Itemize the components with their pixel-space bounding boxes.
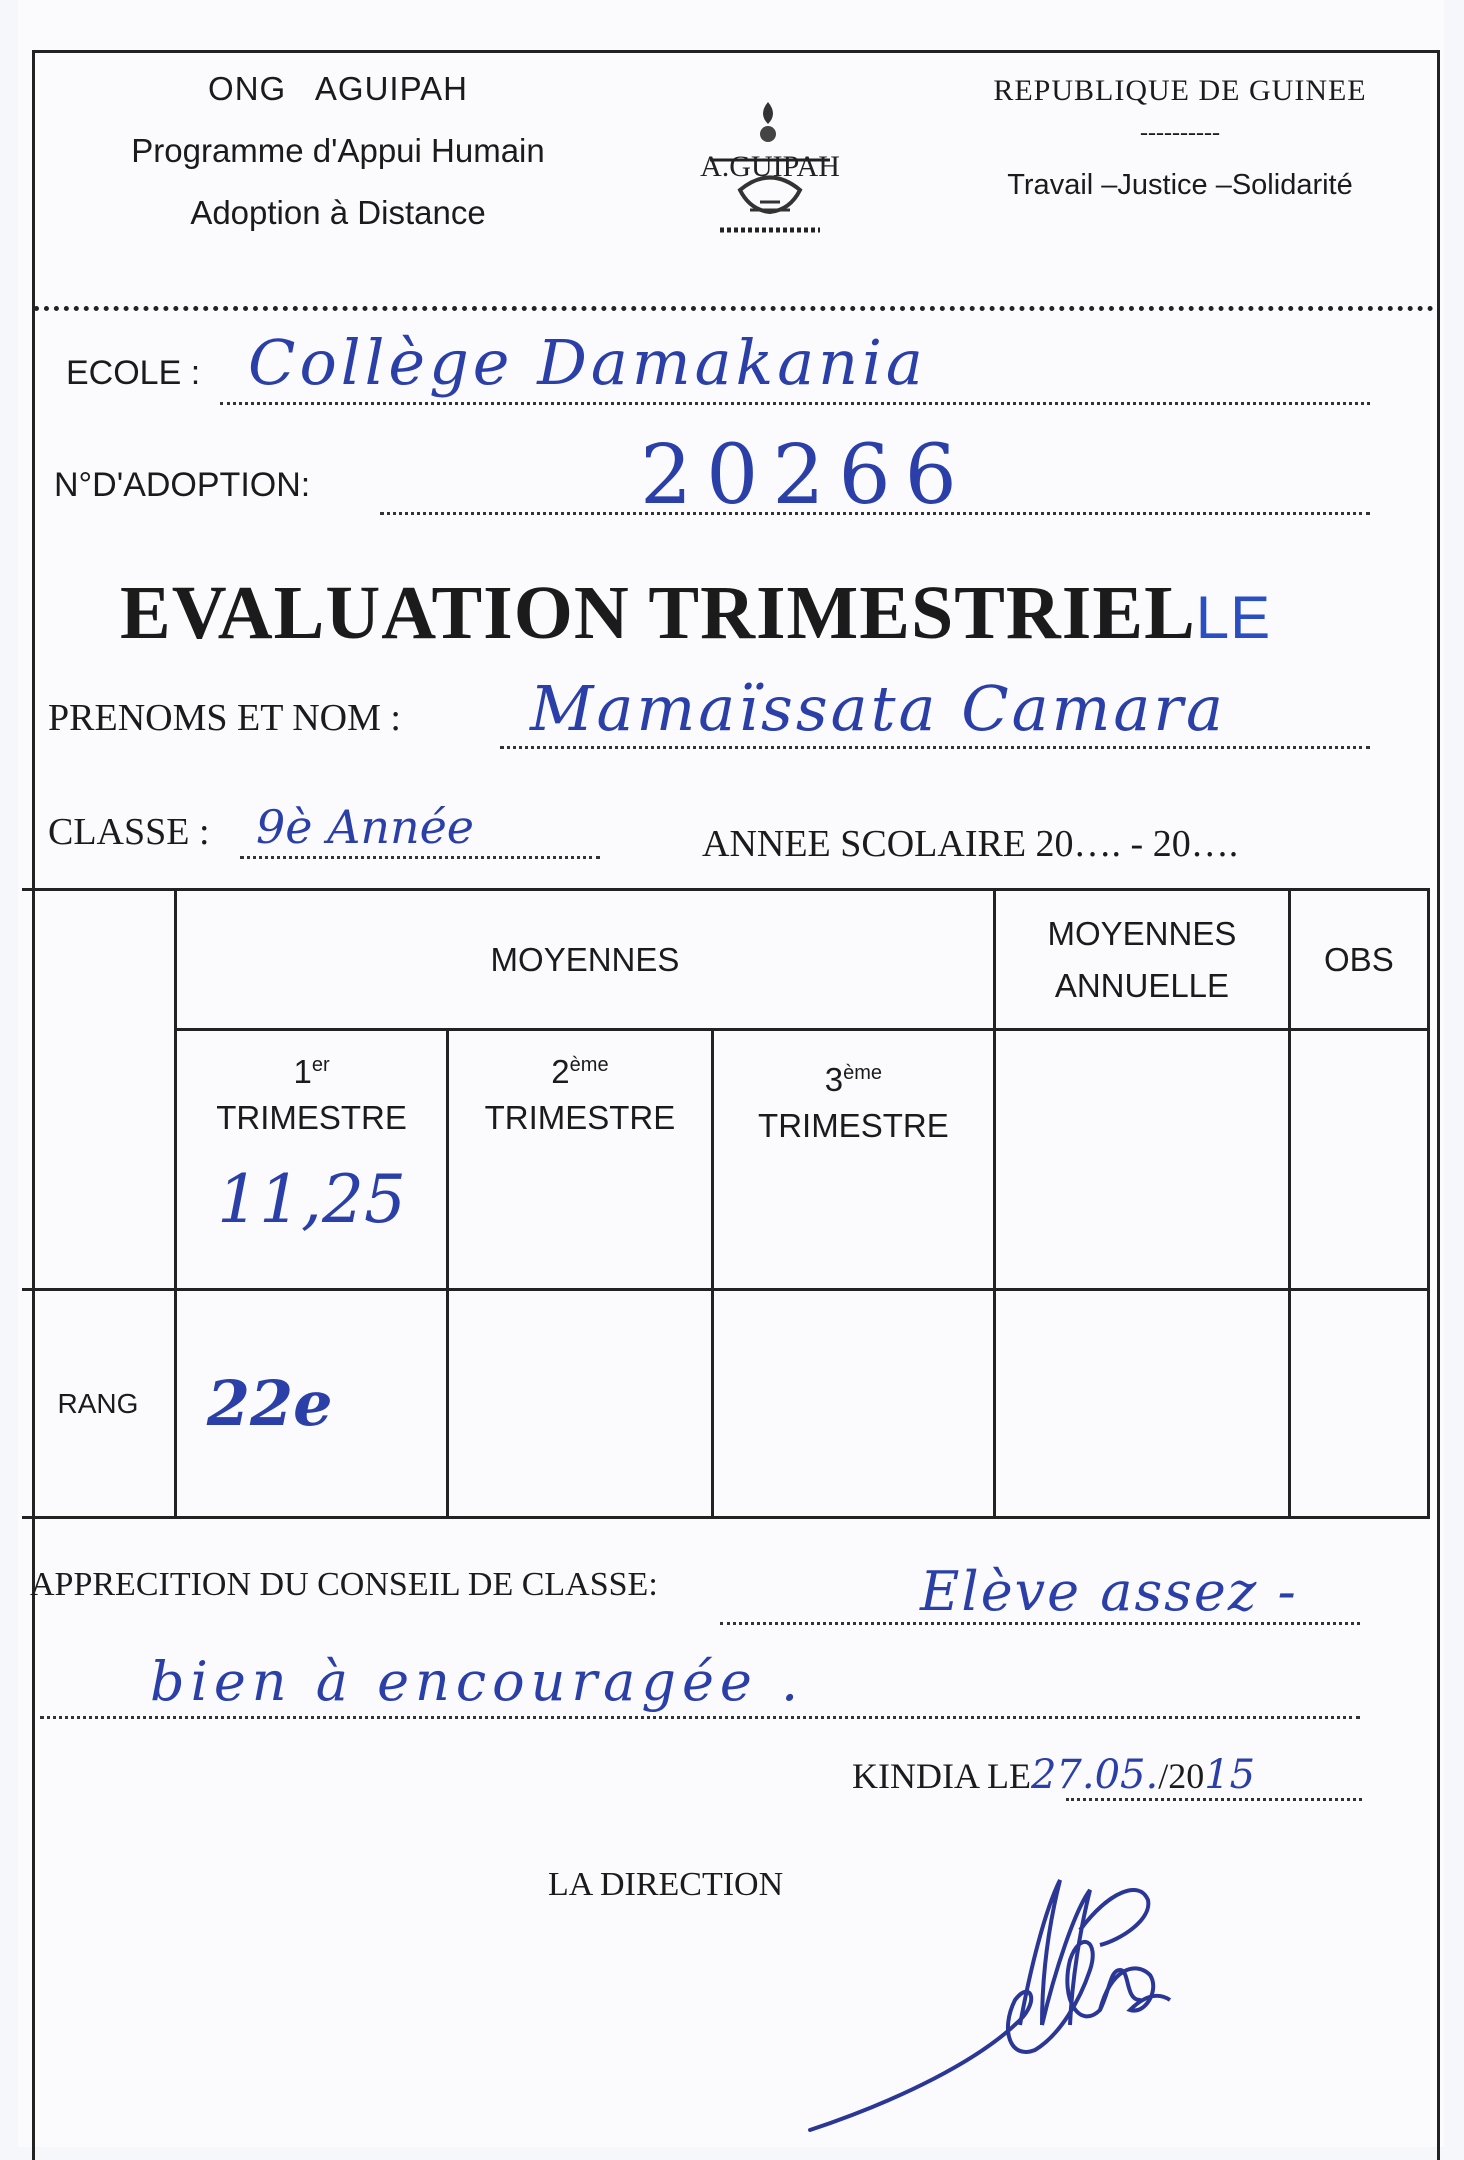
table-header-row <box>22 890 1429 1030</box>
kindia-year-prefix: /20 <box>1158 1756 1205 1796</box>
obs-header: OBS <box>1289 890 1428 1030</box>
ecole-line <box>220 402 1370 405</box>
classe-value: 9è Année <box>256 800 475 854</box>
obs-cell <box>1289 1030 1428 1290</box>
t2-sup: ème <box>569 1054 609 1076</box>
t2-rang-cell <box>448 1290 712 1518</box>
grades-table <box>22 888 1430 1519</box>
table-corner-cell <box>22 890 175 1290</box>
classe-label: CLASSE : <box>48 811 210 853</box>
org-program: Programme d'Appui Humain <box>131 132 545 169</box>
t3-cell <box>712 1030 995 1290</box>
ecole-label: ECOLE : <box>66 354 201 392</box>
direction-label: LA DIRECTION <box>548 1866 784 1903</box>
t2-number: 2 <box>551 1053 570 1090</box>
t1-moyenne-value: 11,25 <box>217 1161 407 1238</box>
classe-line <box>240 856 600 859</box>
moyennes-header: MOYENNES <box>175 890 994 1030</box>
org-name: ONG AGUIPAH <box>208 70 468 107</box>
director-signature <box>780 1850 1200 2140</box>
table-rang-row <box>22 1290 1429 1518</box>
t3-number: 3 <box>824 1061 844 1098</box>
kindia-year-suffix: 15 <box>1204 1752 1256 1798</box>
rang-label: RANG <box>22 1290 175 1518</box>
t1-sup: er <box>311 1054 330 1076</box>
t1-cell <box>175 1030 447 1290</box>
ecole-value: Collège Damakania <box>248 326 927 399</box>
nom-label: PRENOMS ET NOM : <box>48 697 401 739</box>
org-header <box>48 58 628 244</box>
adoption-label: N°D'ADOPTION: <box>54 466 311 504</box>
t1-trimestre: TRIMESTRE <box>216 1099 407 1136</box>
appreciation-text-2: bien à encouragée . <box>150 1650 805 1713</box>
t2-trimestre: TRIMESTRE <box>484 1099 676 1136</box>
obs-rang-cell <box>1289 1290 1428 1518</box>
t2-header <box>449 1053 710 1091</box>
adoption-value: 20266 <box>640 428 971 523</box>
country-motto: Travail –Justice –Solidarité <box>1007 169 1353 201</box>
appreciation-label: APPRECITION DU CONSEIL DE CLASSE: <box>30 1566 658 1603</box>
appreciation-line-2 <box>40 1716 1360 1719</box>
emblem-text: A.GUIPAH <box>700 150 840 183</box>
t3-rang-cell <box>712 1290 995 1518</box>
t1-header <box>177 1053 446 1091</box>
t2-cell <box>448 1030 712 1290</box>
org-emblem-logo <box>650 90 890 250</box>
header-separator <box>34 306 1434 311</box>
t3-trimestre: TRIMESTRE <box>758 1107 949 1144</box>
kindia-line <box>1066 1798 1362 1801</box>
country-name: REPUBLIQUE DE GUINEE <box>993 74 1367 107</box>
kindia-date-value: 27.05. <box>1030 1752 1159 1798</box>
annuelle-rang-cell <box>995 1290 1290 1518</box>
annuelle-cell <box>995 1030 1290 1290</box>
document-title <box>120 570 1370 657</box>
header-divider: ---------- <box>1140 120 1220 146</box>
moyennes-annuelle-header: MOYENNES ANNUELLE <box>995 890 1290 1030</box>
nom-value: Mamaïssata Camara <box>530 672 1226 745</box>
annee-scolaire: ANNEE SCOLAIRE 20…. - 20…. <box>702 823 1239 865</box>
title-printed: EVALUATION TRIMESTRIEL <box>120 571 1196 655</box>
country-header <box>940 74 1420 202</box>
t1-number: 1 <box>293 1053 312 1090</box>
table-moyenne-row <box>22 1030 1429 1290</box>
kindia-label: KINDIA LE <box>852 1756 1031 1796</box>
nom-line <box>500 746 1370 749</box>
kindia-date <box>852 1752 1255 1798</box>
t3-sup: ème <box>843 1062 882 1084</box>
title-handwritten: LE <box>1195 584 1272 651</box>
appreciation-text-1: Elève assez - <box>920 1560 1298 1623</box>
t3-header <box>714 1061 994 1099</box>
t1-rang-value: 22e <box>175 1290 447 1518</box>
org-adoption: Adoption à Distance <box>190 194 486 231</box>
